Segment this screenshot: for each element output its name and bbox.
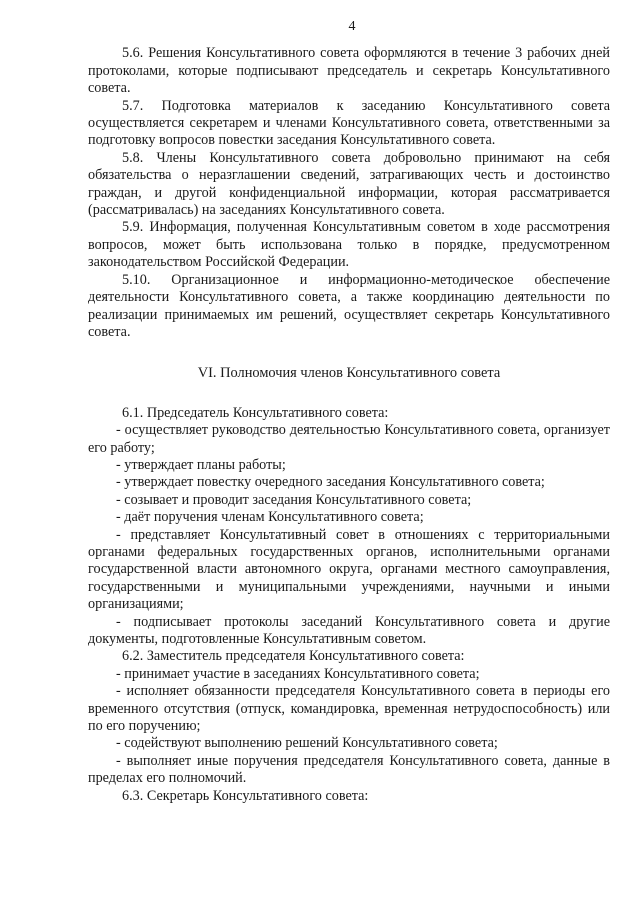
chairman-item: - подписывает протоколы заседаний Консультативного совета и другие документы, подготовленные Консультативным советом.	[88, 613, 610, 647]
paragraph-5-8: 5.8. Члены Консультативного совета добровольно принимают на себя обязательства о неразглашении сведений, затрагивающих честь и достоинство граждан, и другой конфиденциальной информации, которая рассматривается (рассматривалась) на заседаниях Консультативного совета.	[88, 149, 610, 219]
paragraph-5-10: 5.10. Организационное и информационно-методическое обеспечение деятельности Консультативного совета, а также координацию деятельности по реализации принимаемых им решений, осуществляет секретарь Консультативного совета.	[88, 271, 610, 340]
chairman-item: - даёт поручения членам Консультативного совета;	[116, 509, 424, 526]
document-page	[88, 18, 610, 805]
deputy-item: - содействуют выполнению решений Консультативного совета;	[116, 735, 498, 752]
chairman-item: - утверждает планы работы;	[116, 456, 286, 473]
secretary-heading: 6.3. Секретарь Консультативного совета:	[122, 787, 369, 804]
deputy-heading: 6.2. Заместитель председателя Консультативного совета:	[122, 648, 465, 665]
chairman-item: - представляет Консультативный совет в отношениях с территориальными органами федеральных государственных органов, исполнительными органами государственной власти автономного округа, органами местного самоуправления, государственными и муниципальными учреждениями, научными и иными организациями;	[88, 526, 610, 613]
paragraph-5-9: 5.9. Информация, полученная Консультативным советом в ходе рассмотрения вопросов, может быть использована только в порядке, предусмотренном законодательством Российской Федерации.	[88, 219, 610, 271]
paragraph-5-7: 5.7. Подготовка материалов к заседанию Консультативного совета осуществляется секретарем и членами Консультативного совета, ответственными за подготовку вопросов повестки заседания Консультативного совета.	[88, 97, 610, 149]
chairman-heading: 6.1. Председатель Консультативного совета:	[122, 404, 389, 421]
chairman-item: - осуществляет руководство деятельностью Консультативного совета, организует его работу;	[88, 422, 610, 456]
chairman-item: - утверждает повестку очередного заседания Консультативного совета;	[116, 474, 545, 491]
deputy-item: - выполняет иные поручения председателя Консультативного совета, данные в пределах его полномочий.	[88, 752, 610, 787]
paragraph-5-6: 5.6. Решения Консультативного совета оформляются в течение 3 рабочих дней протоколами, которые подписывают председатель и секретарь Консультативного совета.	[88, 45, 610, 97]
section-title: VI. Полномочия членов Консультативного совета	[197, 365, 501, 382]
deputy-item: - принимает участие в заседаниях Консультативного совета;	[116, 665, 480, 682]
deputy-item: - исполняет обязанности председателя Консультативного совета в периоды его временного отсутствия (отпуск, командировка, временная нетрудоспособность) или по его поручению;	[88, 683, 610, 735]
page-number: 4	[348, 19, 356, 34]
chairman-item: - созывает и проводит заседания Консультативного совета;	[116, 491, 472, 508]
